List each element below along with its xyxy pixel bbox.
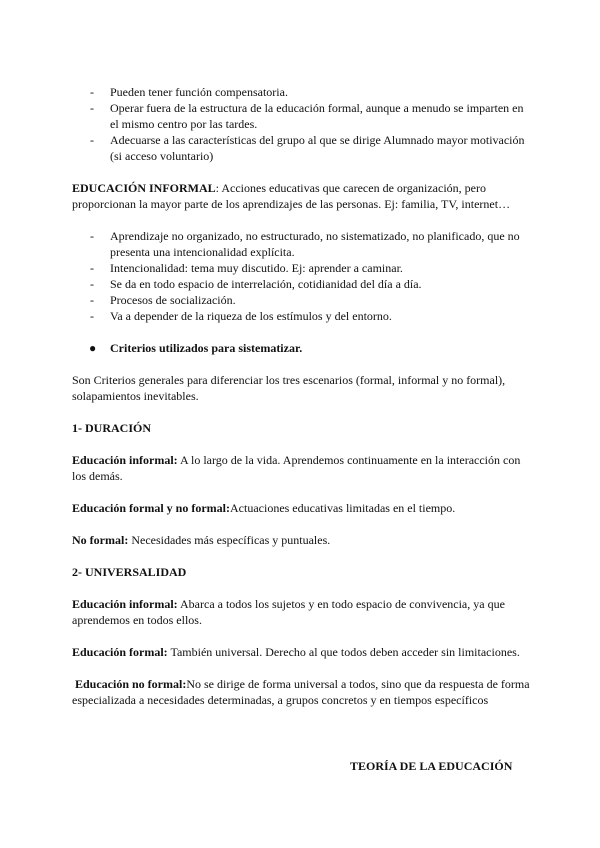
bullet-icon: ●: [89, 341, 97, 355]
item-term: Educación formal y no formal:: [72, 501, 230, 515]
item-text: Actuaciones educativas limitadas en el tiempo.: [230, 501, 456, 515]
footer-course-title: TEORÍA DE LA EDUCACIÓN: [350, 759, 513, 773]
list-item: - Adecuarse a las características del grupo al que se dirige Alumnado mayor motivación (si acceso voluntario): [72, 132, 532, 164]
page-content: [72, 84, 532, 708]
item-text: Necesidades más específicas y puntuales.: [128, 533, 331, 547]
list-item: - Procesos de socialización.: [72, 292, 532, 308]
item-term: Educación no formal:: [72, 677, 187, 691]
criteria-intro: Son Criterios generales para diferenciar los tres escenarios (formal, informal y no formal), solapamientos inevitables.: [72, 373, 506, 403]
duracion-informal: [72, 452, 532, 484]
criteria-label: Criterios utilizados para sistematizar.: [110, 341, 303, 355]
informal-text: : Acciones educativas que carecen de organización, pero proporcionan la mayor parte de los aprendizajes de las personas. Ej: familia, TV, internet…: [72, 181, 511, 211]
informal-features-list: [72, 228, 532, 324]
universalidad-informal: [72, 596, 532, 628]
list-item: - Aprendizaje no organizado, no estructurado, no sistematizado, no planificado, que no presenta una intencionalidad explícita.: [72, 228, 532, 260]
item-term: Educación informal:: [72, 597, 178, 611]
universalidad-formal: [72, 644, 532, 660]
duracion-formal-no-formal: [72, 500, 532, 516]
informal-definition: [72, 180, 532, 212]
list-item: - Pueden tener función compensatoria.: [72, 84, 532, 100]
item-term: Educación informal:: [72, 453, 178, 467]
list-item: - Se da en todo espacio de interrelación, cotidianidad del día a día.: [72, 276, 532, 292]
item-term: No formal:: [72, 533, 129, 547]
item-text: También universal. Derecho al que todos deben acceder sin limitaciones.: [167, 645, 520, 659]
item-term: Educación formal:: [72, 645, 168, 659]
informal-term: EDUCACIÓN INFORMAL: [72, 181, 216, 195]
duracion-no-formal: [72, 532, 532, 548]
criteria-bullet: [72, 340, 532, 356]
section-heading-universalidad: 2- UNIVERSALIDAD: [72, 565, 187, 579]
section-heading-duracion: 1- DURACIÓN: [72, 421, 151, 435]
list-item: - Intencionalidad: tema muy discutido. Ej: aprender a caminar.: [72, 260, 532, 276]
item-text: A lo largo de la vida. Aprendemos continuamente en la interacción con los demás.: [72, 453, 521, 483]
universalidad-no-formal: [72, 676, 532, 708]
list-item: - Va a depender de la riqueza de los estímulos y del entorno.: [72, 308, 532, 324]
item-text: Abarca a todos los sujetos y en todo espacio de convivencia, ya que aprendemos en todos ellos.: [72, 597, 505, 627]
list-item: - Operar fuera de la estructura de la educación formal, aunque a menudo se imparten en el mismo centro por las tardes.: [72, 100, 532, 132]
nonformal-features-list: [72, 84, 532, 164]
item-text: No se dirige de forma universal a todos, sino que da respuesta de forma especializada a necesidades determinadas, a grupos concretos y en tiempos específicos: [72, 677, 530, 707]
